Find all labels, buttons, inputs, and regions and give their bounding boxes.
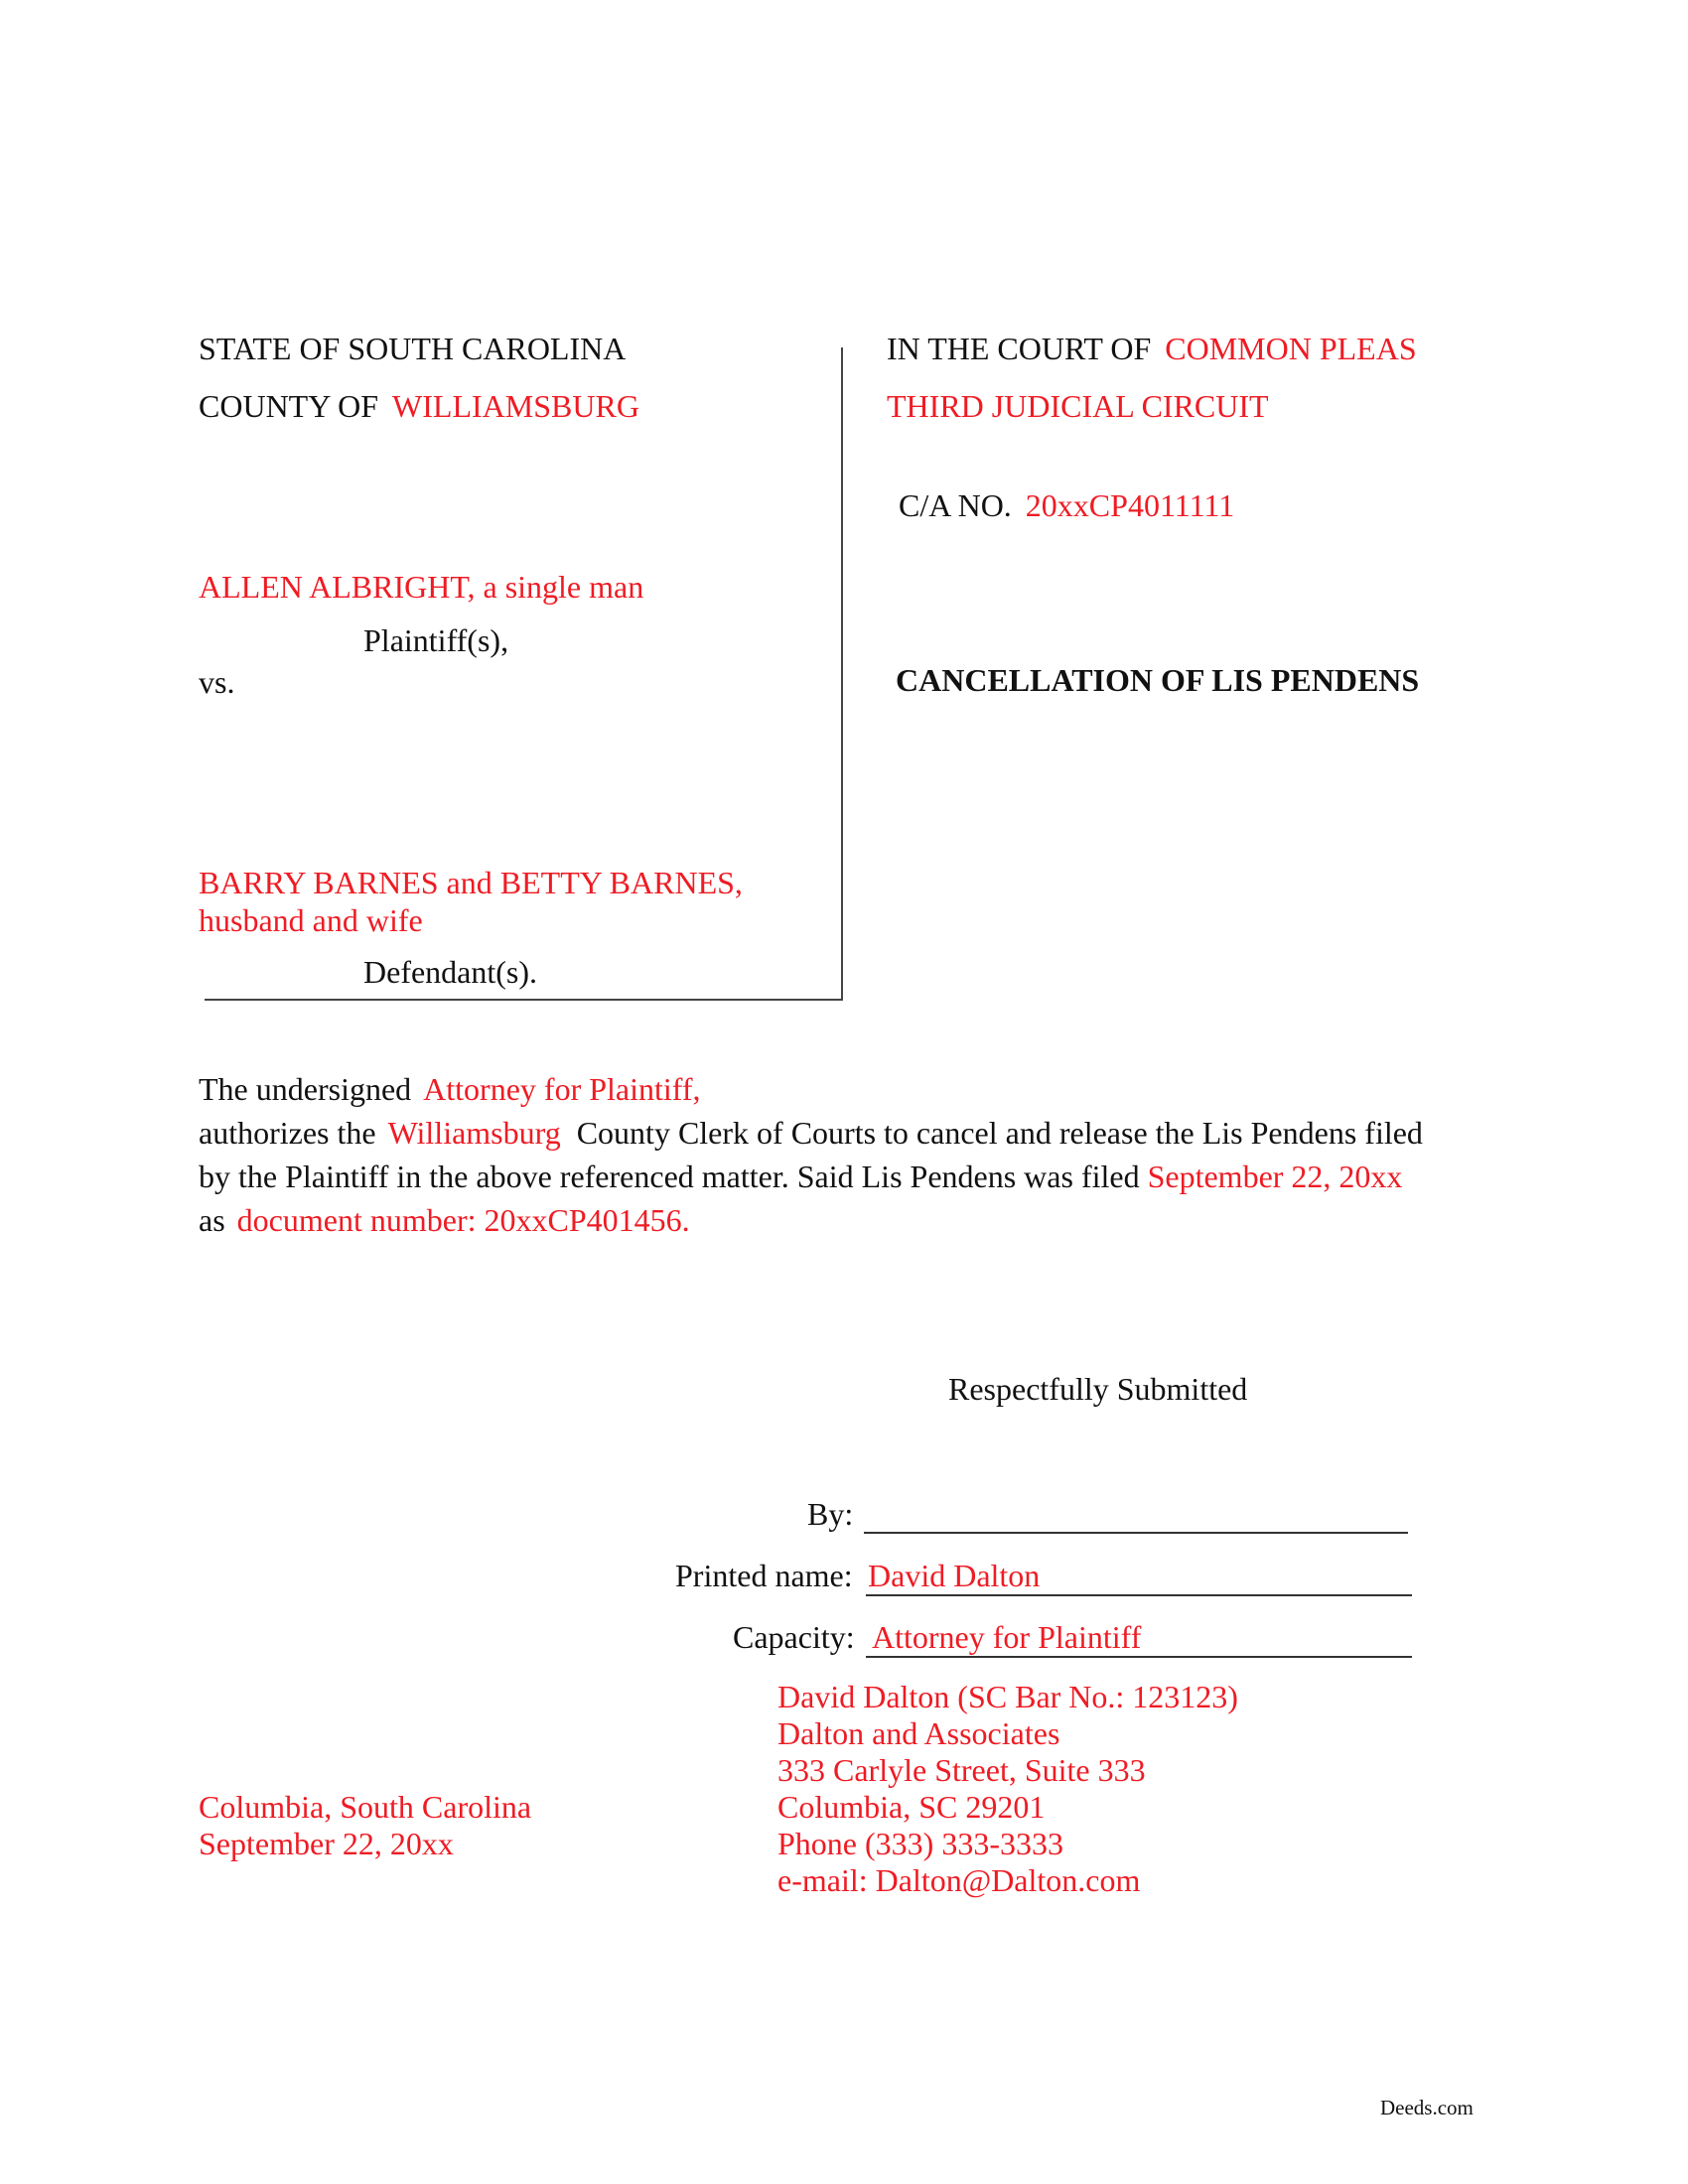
by-label: By: [807, 1496, 854, 1532]
body-line-2 [199, 1114, 1423, 1152]
court-label: IN THE COURT OF [887, 331, 1152, 366]
county-label: COUNTY OF [199, 388, 379, 424]
defendant-name-line2: husband and wife [199, 902, 423, 938]
court-line [887, 330, 1417, 367]
body-line-1 [199, 1070, 701, 1108]
body-role: Attorney for Plaintiff, [423, 1071, 701, 1107]
state-label: STATE OF SOUTH CAROLINA [199, 331, 627, 366]
body-county: Williamsburg [387, 1115, 561, 1151]
capacity-line [866, 1656, 1412, 1658]
county-value: WILLIAMSBURG [392, 388, 639, 424]
attorney-line-1: David Dalton (SC Bar No.: 123123) [777, 1679, 1238, 1714]
case-number-line [899, 486, 1234, 524]
body-line1-text: The undersigned [199, 1071, 412, 1107]
county-line [199, 387, 639, 425]
attorney-line-5: Phone (333) 333-3333 [777, 1826, 1063, 1861]
defendant-name-line1: BARRY BARNES and BETTY BARNES, [199, 865, 743, 900]
caption-divider-horizontal [205, 999, 843, 1001]
attorney-line-6: e-mail: Dalton@Dalton.com [777, 1862, 1141, 1898]
plaintiff-name: ALLEN ALBRIGHT, a single man [199, 569, 644, 605]
body-line2-rest: County Clerk of Courts to cancel and release the Lis Pendens filed [576, 1115, 1423, 1151]
body-line2-text: authorizes the [199, 1115, 376, 1151]
vs-label: vs. [199, 664, 235, 700]
attorney-line-2: Dalton and Associates [777, 1715, 1060, 1751]
body-document-number: document number: 20xxCP401456. [236, 1202, 690, 1238]
capacity-value: Attorney for Plaintiff [872, 1619, 1142, 1655]
court-value: COMMON PLEAS [1165, 331, 1417, 366]
caption-divider-vertical [841, 347, 843, 999]
case-number-value: 20xxCP4011111 [1025, 487, 1235, 523]
plaintiff-label: Plaintiff(s), [363, 622, 509, 658]
location: Columbia, South Carolina [199, 1789, 532, 1825]
printed-name-label: Printed name: [675, 1558, 853, 1593]
footer-brand: Deeds.com [1380, 2096, 1474, 2119]
signature-line [864, 1532, 1408, 1534]
case-number-label: C/A NO. [899, 487, 1012, 523]
respectfully-submitted: Respectfully Submitted [948, 1371, 1248, 1407]
signing-date: September 22, 20xx [199, 1826, 454, 1861]
body-line4-text: as [199, 1202, 225, 1238]
body-line3-text: by the Plaintiff in the above referenced matter. Said Lis Pendens was filed [199, 1159, 1140, 1194]
document-title: CANCELLATION OF LIS PENDENS [896, 662, 1420, 698]
body-line-3 [199, 1158, 1402, 1195]
defendant-label: Defendant(s). [363, 954, 538, 990]
attorney-line-4: Columbia, SC 29201 [777, 1789, 1046, 1825]
body-filed-date: September 22, 20xx [1147, 1159, 1403, 1194]
circuit-label: THIRD JUDICIAL CIRCUIT [887, 388, 1269, 424]
printed-name-value: David Dalton [868, 1558, 1041, 1593]
printed-name-line [866, 1594, 1412, 1596]
body-line-4 [199, 1201, 690, 1239]
capacity-label: Capacity: [733, 1619, 855, 1655]
attorney-line-3: 333 Carlyle Street, Suite 333 [777, 1752, 1146, 1788]
